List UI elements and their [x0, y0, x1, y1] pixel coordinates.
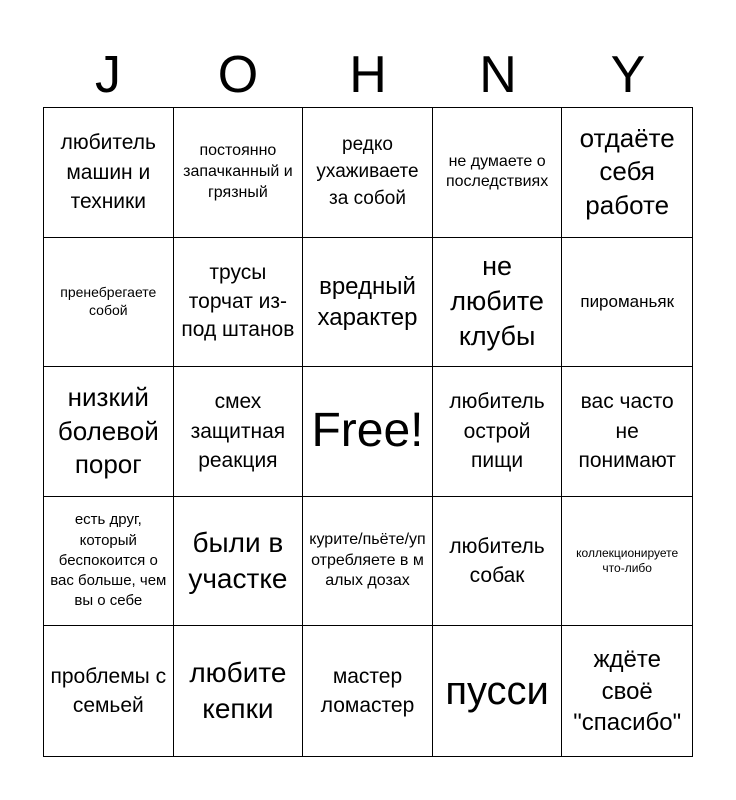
cell-text: любитель собак — [449, 534, 545, 588]
header-letter-h: H — [349, 46, 387, 104]
bingo-cell[interactable] — [433, 497, 563, 627]
bingo-cell[interactable] — [433, 626, 563, 756]
cell-text: любитель острой пищи — [449, 390, 545, 473]
cell-text: пренебрегаете собой — [60, 284, 157, 318]
bingo-cell[interactable] — [562, 626, 692, 756]
cell-text: не думаете о последствиях — [445, 152, 549, 191]
bingo-cell[interactable] — [44, 626, 174, 756]
cell-text: отдаёте себя работе — [579, 122, 675, 221]
cell-text: низкий болевой порог — [57, 381, 159, 480]
cell-text: пироманьяк — [580, 291, 675, 311]
cell-text: мастер ломастер — [320, 664, 415, 718]
bingo-cell[interactable] — [303, 238, 433, 368]
cell-text: вас часто не понимают — [578, 390, 676, 473]
cell-text: смех защитная реакция — [190, 390, 286, 473]
header-letter-y: Y — [610, 46, 646, 104]
bingo-cell[interactable] — [44, 108, 174, 238]
header-letter-o: O — [217, 46, 259, 104]
free-space-cell[interactable] — [303, 367, 433, 497]
bingo-cell[interactable] — [433, 108, 563, 238]
cell-text: ждёте своё "спасибо" — [573, 646, 682, 736]
cell-text: курите/пьёте/употребляете в малых дозах — [309, 530, 426, 590]
bingo-cell[interactable] — [433, 238, 563, 368]
cell-text: коллекционируете что-либо — [576, 546, 679, 576]
header-letter-n: N — [479, 46, 517, 104]
cell-text: любитель машин и техники — [60, 131, 156, 213]
cell-text: любите кепки — [189, 656, 287, 725]
bingo-cell[interactable] — [303, 108, 433, 238]
bingo-header — [43, 44, 693, 106]
bingo-cell[interactable] — [562, 238, 692, 368]
bingo-cell[interactable] — [174, 497, 304, 627]
bingo-board — [43, 107, 693, 757]
bingo-cell[interactable] — [562, 497, 692, 627]
cell-text: редко ухаживаете за собой — [316, 134, 419, 209]
bingo-cell[interactable] — [562, 108, 692, 238]
bingo-cell[interactable] — [174, 367, 304, 497]
bingo-cell[interactable] — [44, 367, 174, 497]
cell-text: не любите клубы — [450, 251, 544, 352]
bingo-cell[interactable] — [44, 497, 174, 627]
bingo-cell[interactable] — [174, 108, 304, 238]
bingo-cell[interactable] — [303, 626, 433, 756]
bingo-cell[interactable] — [303, 497, 433, 627]
bingo-cell[interactable] — [174, 626, 304, 756]
cell-text: трусы торчат из-под штанов — [181, 261, 295, 342]
cell-text: были в участке — [188, 526, 288, 595]
cell-text: проблемы с семьей — [50, 664, 167, 718]
bingo-cell[interactable] — [174, 238, 304, 368]
header-letter-j: J — [95, 46, 121, 104]
cell-text: вредный характер — [317, 272, 418, 331]
cell-text: пусси — [445, 669, 549, 714]
bingo-cell[interactable] — [562, 367, 692, 497]
cell-text: есть друг, который беспокоится о вас больше, чем вы о себе — [50, 511, 167, 610]
bingo-cell[interactable] — [433, 367, 563, 497]
cell-text: постоянно запачканный и грязный — [183, 142, 293, 201]
bingo-cell[interactable] — [44, 238, 174, 368]
free-space-text: Free! — [311, 404, 424, 458]
